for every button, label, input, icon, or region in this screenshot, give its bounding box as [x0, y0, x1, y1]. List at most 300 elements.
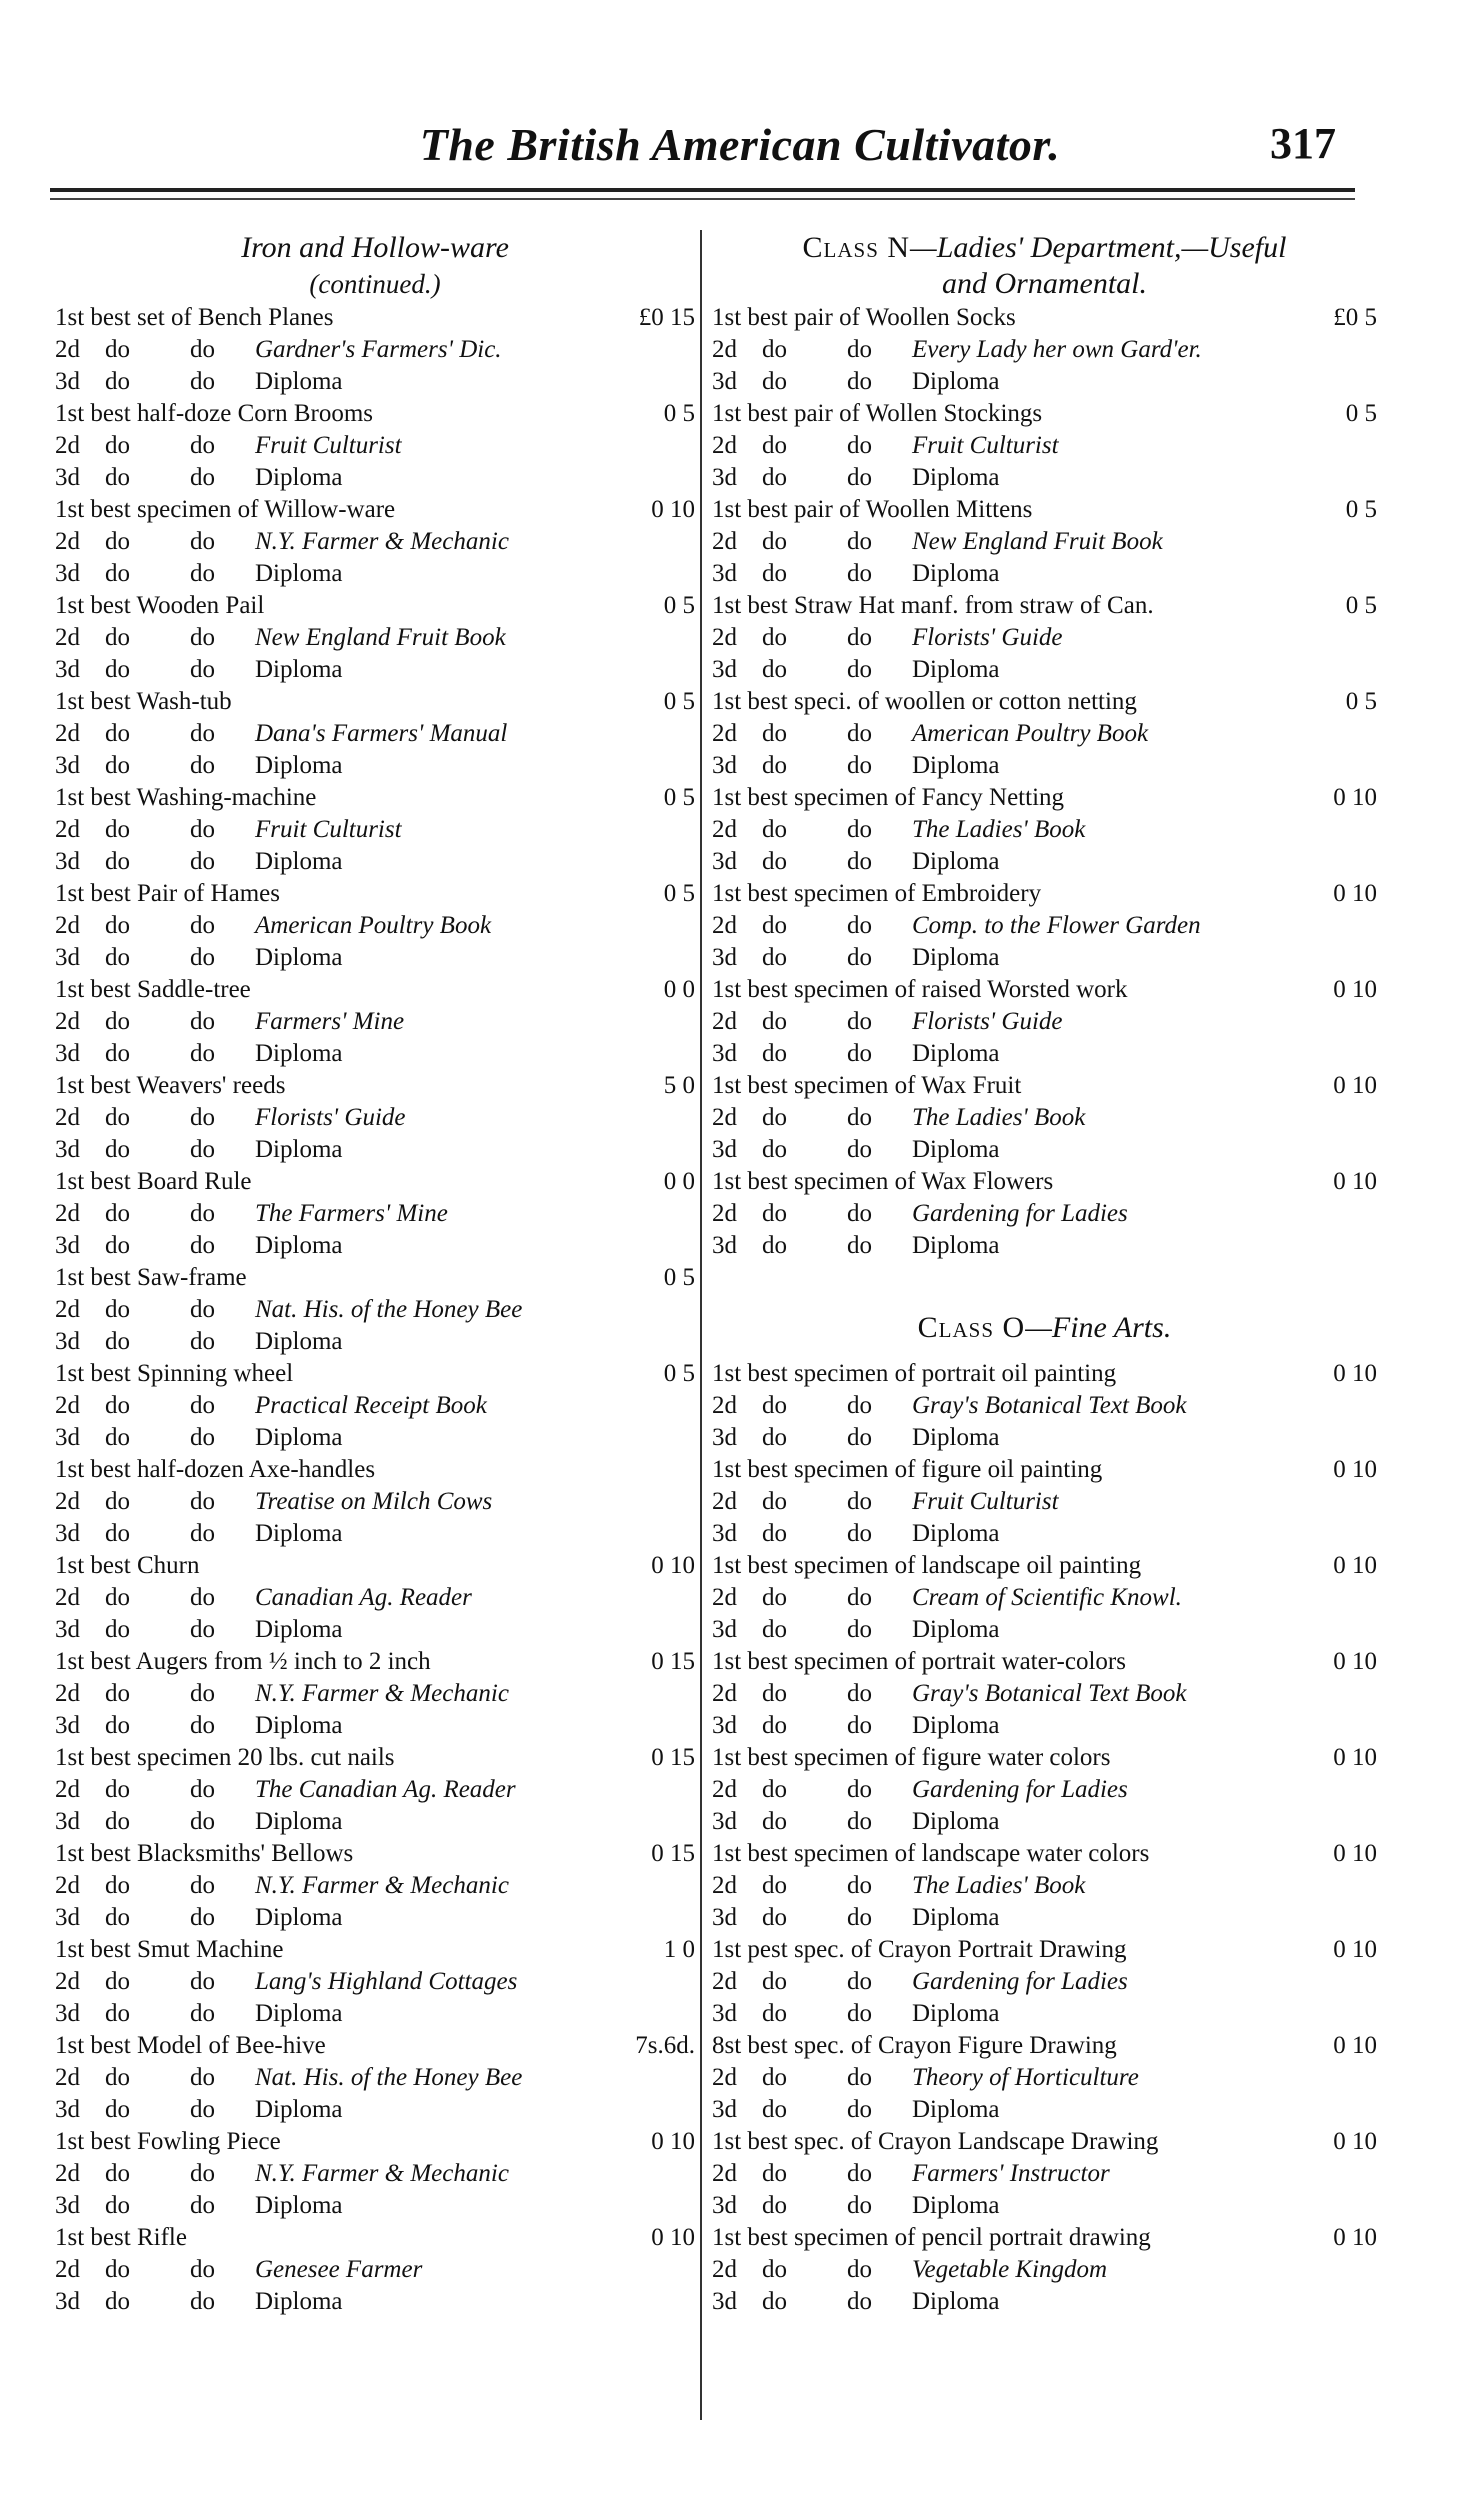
ditto-mark: do: [105, 560, 130, 587]
ditto-mark: do: [105, 464, 130, 491]
ditto-mark: do: [762, 2000, 787, 2027]
prize-amount: 0 10: [1333, 1552, 1377, 1579]
place-label: 3d: [55, 1136, 80, 1163]
prize-line-third: [55, 366, 695, 398]
prize-line-second: [55, 814, 695, 846]
place-label: 2d: [712, 624, 737, 651]
prize-line-third: [712, 654, 1377, 686]
prize-amount: 0 10: [1333, 1744, 1377, 1771]
ditto-mark: do: [190, 560, 215, 587]
prize-line-third: [712, 2094, 1377, 2126]
prize-line-third: [55, 654, 695, 686]
place-label: 2d: [712, 1104, 737, 1131]
ditto-mark: do: [190, 1680, 215, 1707]
ditto-mark: do: [190, 2064, 215, 2091]
place-label: 2d: [712, 1008, 737, 1035]
prize-amount: 0 5: [663, 688, 695, 715]
prize-line-third: [55, 462, 695, 494]
ditto-mark: do: [847, 2000, 872, 2027]
prize-item: 1st best Wash-tub: [55, 688, 232, 715]
prize-line-second: [712, 622, 1377, 654]
diploma-prize: Diploma: [912, 656, 1000, 683]
diploma-prize: Diploma: [912, 1712, 1000, 1739]
prize-amount: 0 5: [1345, 688, 1377, 715]
ditto-mark: do: [762, 1424, 787, 1451]
ditto-mark: do: [105, 1392, 130, 1419]
section-heading: Iron and Hollow-ware: [241, 231, 509, 264]
place-label: 3d: [55, 2096, 80, 2123]
prize-line-second: [712, 718, 1377, 750]
ditto-mark: do: [190, 1872, 215, 1899]
place-label: 3d: [712, 1712, 737, 1739]
place-label: 2d: [55, 1200, 80, 1227]
prize-line-first: [712, 878, 1377, 910]
prize-line-second: [55, 1486, 695, 1518]
prize-list: [712, 1358, 1377, 2318]
ditto-mark: do: [190, 1136, 215, 1163]
prize-line-third: [712, 846, 1377, 878]
ditto-mark: do: [762, 1488, 787, 1515]
prize-line-third: [55, 1326, 695, 1358]
prize-amount: £0 5: [1333, 304, 1377, 331]
book-prize: N.Y. Farmer & Mechanic: [255, 528, 509, 555]
book-prize: Gray's Botanical Text Book: [912, 1680, 1187, 1707]
place-label: 3d: [712, 2192, 737, 2219]
place-label: 3d: [55, 1808, 80, 1835]
prize-line-second: [55, 622, 695, 654]
ditto-mark: do: [190, 656, 215, 683]
prize-line-second: [712, 2062, 1377, 2094]
ditto-mark: do: [105, 1904, 130, 1931]
ditto-mark: do: [105, 944, 130, 971]
prize-line-first: [55, 1742, 695, 1774]
diploma-prize: Diploma: [255, 2288, 343, 2315]
prize-line-first: [712, 974, 1377, 1006]
ditto-mark: do: [847, 624, 872, 651]
ditto-mark: do: [190, 2256, 215, 2283]
header-rule-thin: [50, 198, 1355, 200]
ditto-mark: do: [105, 2000, 130, 2027]
prize-amount: 0 10: [651, 1552, 695, 1579]
place-label: 2d: [712, 720, 737, 747]
book-prize: Fruit Culturist: [912, 1488, 1059, 1515]
ditto-mark: do: [105, 2192, 130, 2219]
ditto-mark: do: [105, 1104, 130, 1131]
book-prize: Farmers' Instructor: [912, 2160, 1110, 2187]
place-label: 3d: [55, 1232, 80, 1259]
prize-amount: 0 5: [663, 880, 695, 907]
book-prize: The Ladies' Book: [912, 1872, 1086, 1899]
prize-line-third: [712, 1614, 1377, 1646]
ditto-mark: do: [762, 2064, 787, 2091]
ditto-mark: do: [847, 1904, 872, 1931]
prize-line-third: [55, 846, 695, 878]
prize-item: 1st best Washing-machine: [55, 784, 317, 811]
prize-line-third: [712, 1038, 1377, 1070]
book-prize: Dana's Farmers' Manual: [255, 720, 508, 747]
book-prize: Gardening for Ladies: [912, 1776, 1128, 1803]
prize-line-first: [712, 1166, 1377, 1198]
prize-line-second: [712, 910, 1377, 942]
class-title: Ladies' Department,—Useful: [936, 231, 1287, 264]
ditto-mark: do: [190, 2096, 215, 2123]
ditto-mark: do: [847, 1232, 872, 1259]
diploma-prize: Diploma: [912, 2288, 1000, 2315]
book-prize: Fruit Culturist: [255, 432, 402, 459]
place-label: 2d: [55, 1872, 80, 1899]
prize-line-first: [55, 494, 695, 526]
place-label: 2d: [712, 1872, 737, 1899]
prize-line-third: [55, 1038, 695, 1070]
ditto-mark: do: [105, 1680, 130, 1707]
ditto-mark: do: [190, 1616, 215, 1643]
place-label: 2d: [55, 336, 80, 363]
diploma-prize: Diploma: [255, 2192, 343, 2219]
prize-item: 1st best specimen of Embroidery: [712, 880, 1042, 907]
diploma-prize: Diploma: [255, 2096, 343, 2123]
ditto-mark: do: [762, 432, 787, 459]
ditto-mark: do: [105, 1616, 130, 1643]
prize-line-first: [55, 1454, 695, 1486]
prize-item: 1st best Spinning wheel: [55, 1360, 294, 1387]
ditto-mark: do: [847, 720, 872, 747]
place-label: 2d: [712, 1200, 737, 1227]
ditto-mark: do: [190, 368, 215, 395]
place-label: 3d: [712, 464, 737, 491]
ditto-mark: do: [190, 816, 215, 843]
ditto-mark: do: [762, 848, 787, 875]
ditto-mark: do: [762, 2256, 787, 2283]
diploma-prize: Diploma: [912, 1136, 1000, 1163]
prize-line-first: [712, 1742, 1377, 1774]
ditto-mark: do: [190, 1296, 215, 1323]
prize-line-second: [712, 814, 1377, 846]
ditto-mark: do: [762, 2288, 787, 2315]
ditto-mark: do: [847, 1136, 872, 1163]
diploma-prize: Diploma: [255, 752, 343, 779]
ditto-mark: do: [762, 816, 787, 843]
ditto-mark: do: [190, 336, 215, 363]
book-prize: Farmers' Mine: [255, 1008, 405, 1035]
ditto-mark: do: [847, 848, 872, 875]
diploma-prize: Diploma: [912, 2000, 1000, 2027]
ditto-mark: do: [847, 2288, 872, 2315]
place-label: 3d: [55, 1712, 80, 1739]
ditto-mark: do: [762, 1968, 787, 1995]
place-label: 3d: [55, 2192, 80, 2219]
ditto-mark: do: [190, 1968, 215, 1995]
prize-item: 1st best specimen of figure water colors: [712, 1744, 1111, 1771]
prize-item: 1st best specimen of landscape water colors: [712, 1840, 1150, 1867]
prize-line-third: [55, 2190, 695, 2222]
prize-line-third: [712, 1902, 1377, 1934]
book-prize: N.Y. Farmer & Mechanic: [255, 2160, 509, 2187]
prize-line-second: [712, 430, 1377, 462]
place-label: 2d: [712, 2064, 737, 2091]
prize-amount: 0 10: [1333, 1072, 1377, 1099]
prize-line-third: [55, 558, 695, 590]
prize-amount: 0 0: [663, 976, 695, 1003]
prize-item: 1st best specimen of landscape oil painting: [712, 1552, 1142, 1579]
place-label: 2d: [712, 1584, 737, 1611]
prize-amount: 0 10: [1333, 1840, 1377, 1867]
prize-list: [712, 302, 1377, 1262]
ditto-mark: do: [190, 1040, 215, 1067]
prize-line-third: [55, 1998, 695, 2030]
place-label: 2d: [712, 432, 737, 459]
prize-line-first: [712, 1646, 1377, 1678]
diploma-prize: Diploma: [912, 2192, 1000, 2219]
ditto-mark: do: [105, 1136, 130, 1163]
book-prize: American Poultry Book: [912, 720, 1149, 747]
prize-item: 1st best set of Bench Planes: [55, 304, 334, 331]
ditto-mark: do: [190, 912, 215, 939]
ditto-mark: do: [190, 944, 215, 971]
diploma-prize: Diploma: [912, 1040, 1000, 1067]
prize-line-third: [55, 2094, 695, 2126]
ditto-mark: do: [762, 2192, 787, 2219]
section-subheading: (continued.): [309, 269, 441, 299]
book-prize: N.Y. Farmer & Mechanic: [255, 1872, 509, 1899]
prize-line-second: [712, 1678, 1377, 1710]
book-prize: Fruit Culturist: [912, 432, 1059, 459]
ditto-mark: do: [847, 1392, 872, 1419]
ditto-mark: do: [105, 720, 130, 747]
ditto-mark: do: [190, 1008, 215, 1035]
class-n-heading-2: and Ornamental.: [942, 267, 1147, 300]
ditto-mark: do: [762, 1392, 787, 1419]
diploma-prize: Diploma: [255, 1136, 343, 1163]
prize-line-third: [712, 1422, 1377, 1454]
prize-item: 1st best spec. of Crayon Landscape Drawing: [712, 2128, 1159, 2155]
prize-line-third: [712, 750, 1377, 782]
place-label: 3d: [712, 1136, 737, 1163]
diploma-prize: Diploma: [255, 1424, 343, 1451]
ditto-mark: do: [847, 2096, 872, 2123]
prize-line-first: [55, 398, 695, 430]
ditto-mark: do: [762, 624, 787, 651]
place-label: 2d: [55, 624, 80, 651]
prize-line-third: [712, 1998, 1377, 2030]
place-label: 3d: [55, 752, 80, 779]
book-prize: Cream of Scientific Knowl.: [912, 1584, 1182, 1611]
diploma-prize: Diploma: [255, 1712, 343, 1739]
ditto-mark: do: [105, 1232, 130, 1259]
ditto-mark: do: [762, 336, 787, 363]
book-prize: Comp. to the Flower Garden: [912, 912, 1201, 939]
page-number: 317: [1270, 119, 1336, 168]
prize-line-first: [55, 782, 695, 814]
place-label: 2d: [712, 1776, 737, 1803]
place-label: 3d: [712, 2096, 737, 2123]
prize-amount: 0 5: [663, 784, 695, 811]
prize-line-second: [712, 1198, 1377, 1230]
ditto-mark: do: [190, 1200, 215, 1227]
place-label: 2d: [55, 720, 80, 747]
diploma-prize: Diploma: [912, 1424, 1000, 1451]
diploma-prize: Diploma: [255, 2000, 343, 2027]
diploma-prize: Diploma: [255, 464, 343, 491]
left-column: [55, 230, 695, 2318]
prize-item: 1st best specimen of Wax Flowers: [712, 1168, 1054, 1195]
prize-line-second: [55, 1774, 695, 1806]
ditto-mark: do: [190, 1488, 215, 1515]
place-label: 2d: [55, 1584, 80, 1611]
prize-amount: 0 15: [651, 1744, 695, 1771]
place-label: 3d: [55, 1904, 80, 1931]
ditto-mark: do: [762, 1040, 787, 1067]
prize-line-first: [55, 974, 695, 1006]
prize-line-third: [712, 1230, 1377, 1262]
ditto-mark: do: [190, 2192, 215, 2219]
place-label: 2d: [55, 1104, 80, 1131]
ditto-mark: do: [847, 912, 872, 939]
prize-amount: 0 0: [663, 1168, 695, 1195]
diploma-prize: Diploma: [912, 1808, 1000, 1835]
diploma-prize: Diploma: [255, 1328, 343, 1355]
place-label: 2d: [712, 2256, 737, 2283]
ditto-mark: do: [105, 1008, 130, 1035]
prize-line-first: [55, 878, 695, 910]
ditto-mark: do: [190, 1808, 215, 1835]
place-label: 2d: [55, 816, 80, 843]
header-rule: [50, 188, 1355, 192]
prize-line-first: [55, 2126, 695, 2158]
prize-line-second: [712, 1006, 1377, 1038]
ditto-mark: do: [190, 848, 215, 875]
book-prize: Gardening for Ladies: [912, 1968, 1128, 1995]
prize-item: 1st best Rifle: [55, 2224, 187, 2251]
prize-line-first: [55, 1166, 695, 1198]
prize-item: 1st best pair of Woollen Socks: [712, 304, 1016, 331]
ditto-mark: do: [105, 1968, 130, 1995]
prize-line-first: [712, 1454, 1377, 1486]
prize-item: 1st best specimen 20 lbs. cut nails: [55, 1744, 395, 1771]
prize-line-second: [712, 1774, 1377, 1806]
class-n-heading: Class N—Ladies' Department,—Useful: [802, 231, 1287, 264]
prize-amount: £0 15: [638, 304, 695, 331]
prize-line-first: [55, 1262, 695, 1294]
prize-line-first: [55, 1358, 695, 1390]
place-label: 2d: [55, 2160, 80, 2187]
diploma-prize: Diploma: [255, 1904, 343, 1931]
place-label: 3d: [712, 560, 737, 587]
place-label: 3d: [55, 1328, 80, 1355]
place-label: 2d: [55, 2256, 80, 2283]
book-prize: Vegetable Kingdom: [912, 2256, 1108, 2283]
prize-line-second: [712, 2158, 1377, 2190]
prize-line-first: [55, 2030, 695, 2062]
class-label: Class N: [802, 231, 911, 264]
ditto-mark: do: [847, 432, 872, 459]
book-prize: Gray's Botanical Text Book: [912, 1392, 1187, 1419]
ditto-mark: do: [105, 1712, 130, 1739]
ditto-mark: do: [847, 1424, 872, 1451]
book-prize: Theory of Horticulture: [912, 2064, 1139, 2091]
prize-line-third: [712, 942, 1377, 974]
diploma-prize: Diploma: [255, 1520, 343, 1547]
prize-amount: 0 10: [651, 496, 695, 523]
prize-line-second: [55, 430, 695, 462]
ditto-mark: do: [190, 1776, 215, 1803]
book-prize: Nat. His. of the Honey Bee: [255, 1296, 523, 1323]
ditto-mark: do: [847, 528, 872, 555]
prize-line-first: [712, 494, 1377, 526]
prize-line-third: [712, 2190, 1377, 2222]
ditto-mark: do: [762, 752, 787, 779]
prize-item: 1st best specimen of pencil portrait drawing: [712, 2224, 1151, 2251]
prize-line-third: [55, 1710, 695, 1742]
ditto-mark: do: [105, 656, 130, 683]
prize-amount: 0 5: [663, 1264, 695, 1291]
prize-line-first: [712, 398, 1377, 430]
ditto-mark: do: [762, 528, 787, 555]
ditto-mark: do: [105, 1200, 130, 1227]
ditto-mark: do: [762, 720, 787, 747]
diploma-prize: Diploma: [255, 1040, 343, 1067]
ditto-mark: do: [847, 1200, 872, 1227]
place-label: 3d: [55, 2288, 80, 2315]
prize-item: 1st best specimen of figure oil painting: [712, 1456, 1103, 1483]
prize-amount: 0 10: [1333, 976, 1377, 1003]
diploma-prize: Diploma: [912, 1520, 1000, 1547]
place-label: 3d: [55, 464, 80, 491]
ditto-mark: do: [105, 2096, 130, 2123]
ditto-mark: do: [847, 2256, 872, 2283]
ditto-mark: do: [847, 944, 872, 971]
ditto-mark: do: [105, 2288, 130, 2315]
prize-line-second: [55, 2062, 695, 2094]
place-label: 3d: [55, 560, 80, 587]
ditto-mark: do: [190, 1584, 215, 1611]
place-label: 3d: [712, 1808, 737, 1835]
ditto-mark: do: [847, 1616, 872, 1643]
book-prize: New England Fruit Book: [912, 528, 1163, 555]
diploma-prize: Diploma: [255, 1616, 343, 1643]
place-label: 2d: [55, 1392, 80, 1419]
ditto-mark: do: [105, 1296, 130, 1323]
book-prize: Gardening for Ladies: [912, 1200, 1128, 1227]
book-prize: Florists' Guide: [912, 1008, 1063, 1035]
ditto-mark: do: [847, 1712, 872, 1739]
prize-line-first: [712, 1550, 1377, 1582]
prize-item: 1st best pair of Woollen Mittens: [712, 496, 1033, 523]
prize-item: 1st best Model of Bee-hive: [55, 2032, 326, 2059]
place-label: 3d: [55, 1520, 80, 1547]
prize-item: 1st best specimen of portrait oil painting: [712, 1360, 1117, 1387]
prize-line-first: [712, 1838, 1377, 1870]
place-label: 3d: [55, 1616, 80, 1643]
prize-line-third: [55, 942, 695, 974]
book-prize: N.Y. Farmer & Mechanic: [255, 1680, 509, 1707]
diploma-prize: Diploma: [255, 560, 343, 587]
book-prize: Lang's Highland Cottages: [255, 1968, 518, 1995]
prize-item: 1st best Board Rule: [55, 1168, 252, 1195]
book-prize: Practical Receipt Book: [255, 1392, 487, 1419]
prize-item: 1st best Augers from ½ inch to 2 inch: [55, 1648, 431, 1675]
place-label: 3d: [712, 2000, 737, 2027]
prize-line-second: [55, 1870, 695, 1902]
ditto-mark: do: [105, 624, 130, 651]
prize-line-third: [55, 1518, 695, 1550]
ditto-mark: do: [762, 2160, 787, 2187]
prize-line-first: [55, 1934, 695, 1966]
ditto-mark: do: [190, 432, 215, 459]
place-label: 2d: [712, 1968, 737, 1995]
ditto-mark: do: [105, 1328, 130, 1355]
place-label: 3d: [712, 1520, 737, 1547]
prize-line-third: [712, 1134, 1377, 1166]
